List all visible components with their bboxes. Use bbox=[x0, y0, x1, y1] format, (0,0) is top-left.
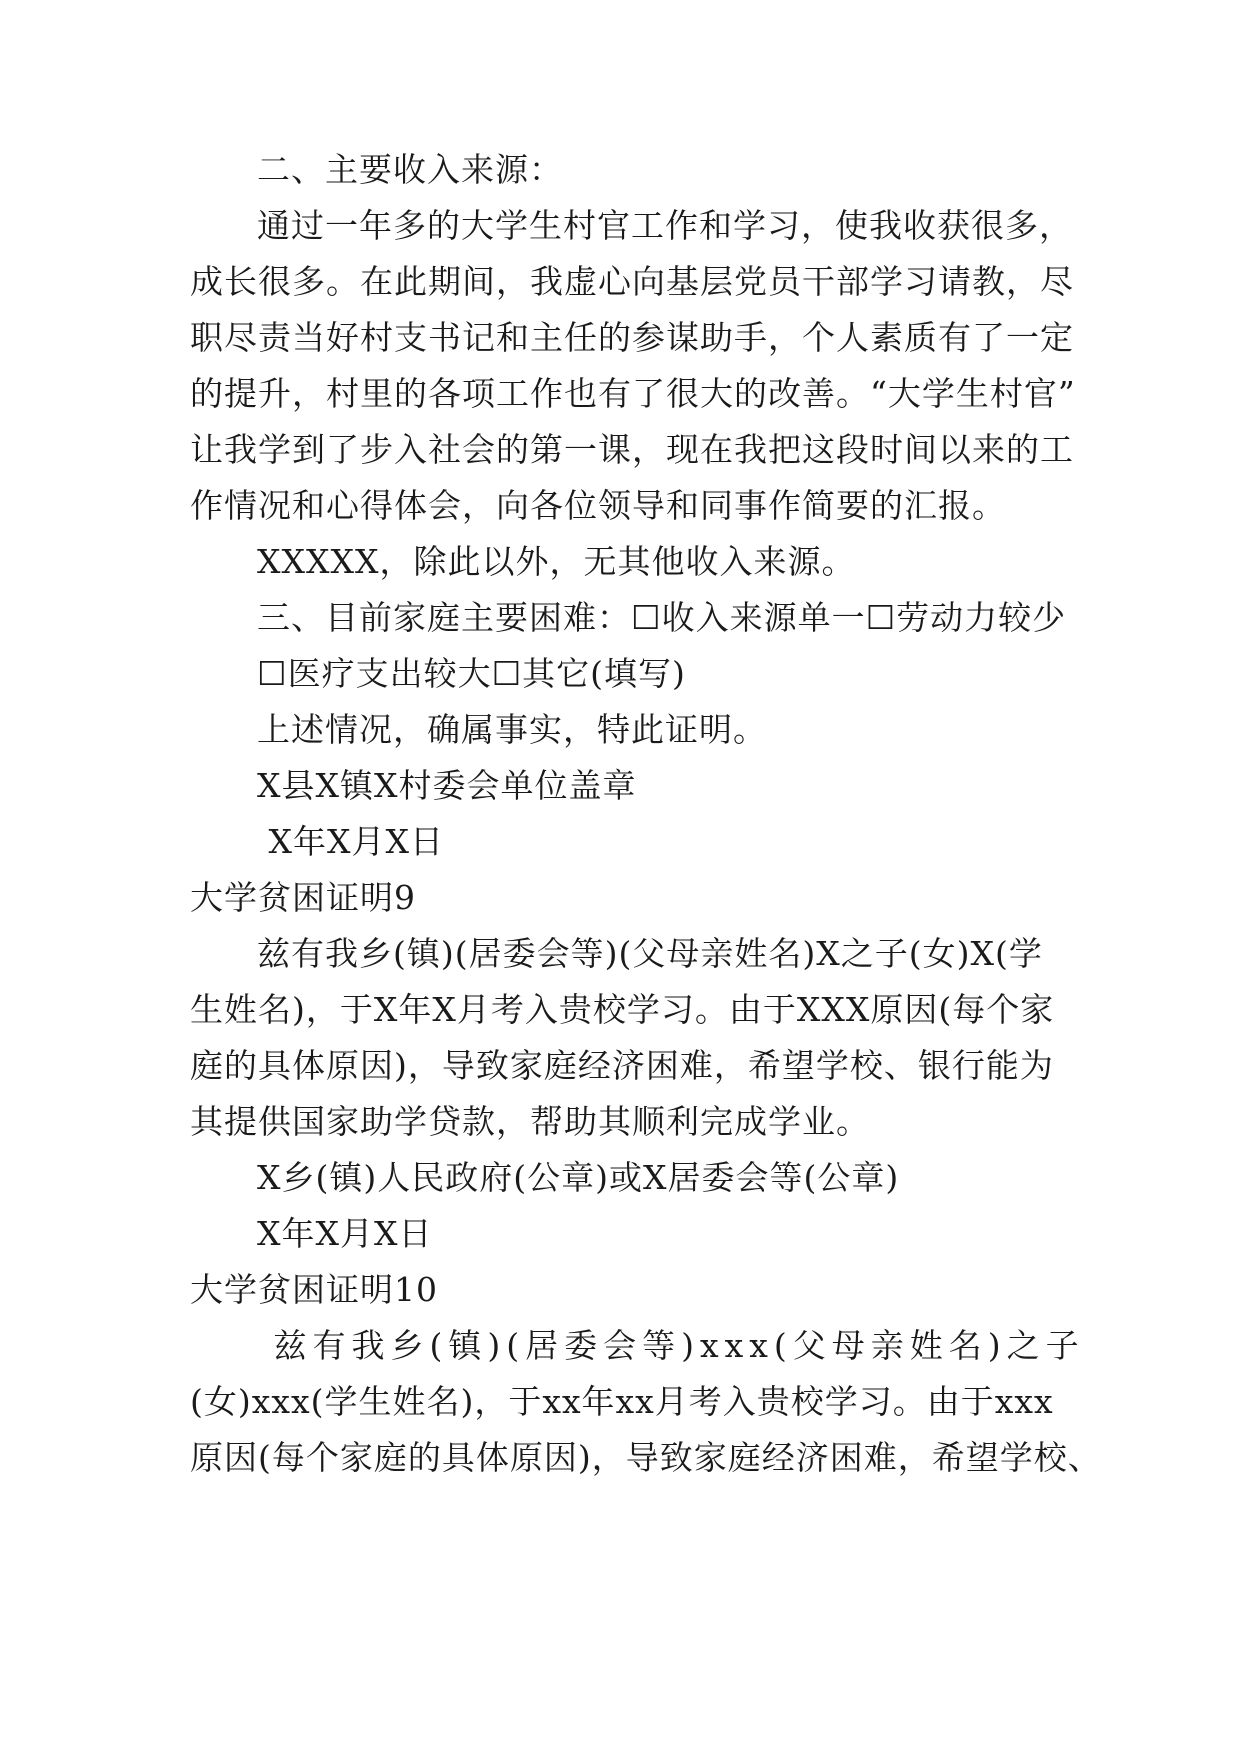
certification-statement: 上述情况，确属事实，特此证明。 bbox=[257, 710, 767, 749]
difficulties-line: ☐医疗支出较大☐其它(填写) bbox=[257, 654, 686, 693]
paragraph-line: 职尽责当好村支书记和主任的参谋助手，个人素质有了一定 bbox=[190, 318, 1074, 357]
paragraph-line: 庭的具体原因)，导致家庭经济困难，希望学校、银行能为 bbox=[190, 1046, 1054, 1085]
paragraph-line: 成长很多。在此期间，我虚心向基层党员干部学习请教，尽 bbox=[190, 262, 1074, 301]
paragraph-line: 的提升，村里的各项工作也有了很大的改善。“大学生村官” bbox=[190, 374, 1076, 413]
paragraph-line: 兹有我乡(镇)(居委会等)xxx(父母亲姓名)之子 bbox=[257, 1326, 1085, 1365]
stamp-line: X乡(镇)人民政府(公章)或X居委会等(公章) bbox=[257, 1158, 900, 1197]
paragraph-line: 兹有我乡(镇)(居委会等)(父母亲姓名)X之子(女)X(学 bbox=[257, 934, 1043, 973]
paragraph-line: (女)xxx(学生姓名)，于xx年xx月考入贵校学习。由于xxx bbox=[190, 1382, 1054, 1421]
income-note: XXXXX，除此以外，无其他收入来源。 bbox=[257, 542, 856, 581]
difficulties-line: 三、目前家庭主要困难：☐收入来源单一☐劳动力较少 bbox=[257, 598, 1067, 637]
paragraph-line: 作情况和心得体会，向各位领导和同事作简要的汇报。 bbox=[190, 486, 1006, 525]
date-line: X年X月X日 bbox=[257, 822, 444, 861]
stamp-line: X县X镇X村委会单位盖章 bbox=[257, 766, 637, 805]
paragraph-line: 让我学到了步入社会的第一课，现在我把这段时间以来的工 bbox=[190, 430, 1074, 469]
certificate-title-10: 大学贫困证明10 bbox=[190, 1270, 438, 1309]
certificate-title-9: 大学贫困证明9 bbox=[190, 878, 416, 917]
paragraph-line: 通过一年多的大学生村官工作和学习，使我收获很多， bbox=[257, 206, 1073, 245]
paragraph-line: 原因(每个家庭的具体原因)，导致家庭经济困难，希望学校、 bbox=[190, 1438, 1102, 1477]
date-line: X年X月X日 bbox=[257, 1214, 433, 1253]
section-heading-income: 二、主要收入来源： bbox=[257, 150, 563, 189]
paragraph-line: 其提供国家助学贷款，帮助其顺利完成学业。 bbox=[190, 1102, 870, 1141]
paragraph-line: 生姓名)，于X年X月考入贵校学习。由于XXX原因(每个家 bbox=[190, 990, 1055, 1029]
